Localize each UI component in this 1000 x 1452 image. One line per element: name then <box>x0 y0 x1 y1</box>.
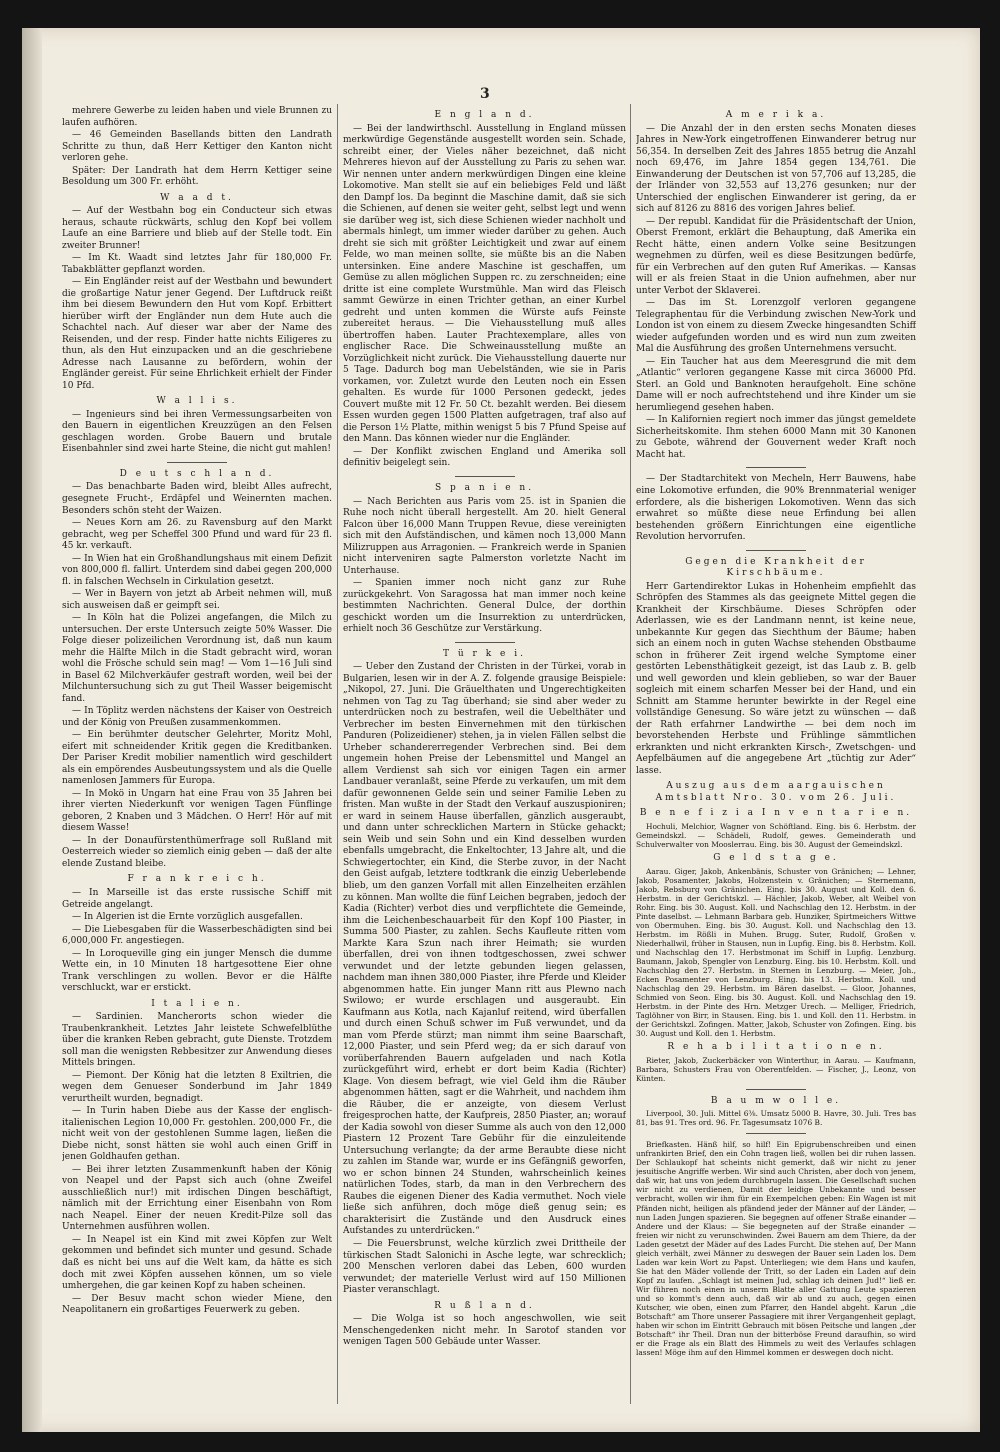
section-heading: T ü r k e i. <box>443 648 526 659</box>
article-paragraph: — Sardinien. Mancherorts schon wieder die Traubenkrankheit. Letztes Jahr leistete Schwefelblüthe über die kranken Reben gebracht, gute Dienste. Trotzdem soll man die wenigsten Rebbesitzer zur Anwendung dieses Mittels bringen. <box>62 1012 332 1069</box>
section-heading: W a a d t. <box>160 192 234 203</box>
section-separator <box>455 476 515 477</box>
article-paragraph: — Ein Engländer reist auf der Westbahn und bewundert die großartige Natur jener Gegend. Der Luftdruck reißt ihm bei diesem Bewundern den Hut vom Kopf. Erbittert hierüber wirft der Engländer nun dem Hute auch die Schachtel nach. Auf dieser war aber der Name des Reisenden, und der resp. Finder hatte nichts Eiligeres zu thun, als den Hut einzupacken und an die geschriebene Adresse nach Lausanne zu befördern, wohin der Engländer gereist. Für seine Ehrlichkeit erhielt der Finder 10 Pfd. <box>62 277 332 391</box>
column-3 <box>636 106 916 1406</box>
article-paragraph: — Spanien immer noch nicht ganz zur Ruhe zurückgekehrt. Von Saragossa hat man immer noch keine bestimmten Nachrichten. General Dulce, der dorthin geschickt worden um die Insurrektion zu unterdrücken, erhielt noch 36 Geschütze zur Verstärkung. <box>343 578 626 635</box>
section-heading: R u ß l a n d. <box>434 1300 535 1311</box>
article-paragraph: — Im Kt. Waadt sind letztes Jahr für 180,000 Fr. Tabakblätter gepflanzt worden. <box>62 253 332 275</box>
article-paragraph: Aarau. Giger, Jakob, Ankenbänis, Schuster von Gränichen; — Lehner, Jakob, Posamenter, Jakobs, Holzenstein v. Gränichen; — Sternemann, Jakob, Rebsburg von Gränichen. Eing. bis 30. August und Koll. den 6. Herbstm. in der Gerichtskzl. — Hächler, Jakob, Weber, alt Weibel von Rohr. Eing. bis 30. August. Koll. und Nachschlag den 12. Herbstm. in der Pinte daselbst. — Lehmann Barbara geb. Hunziker, Spirtmeichers Wittwe von Obermuhen. Eing. bis 30. August. Koll. und Nachschlag den 13. Herbstm. im Rößli in Muhen. Brugg. Suter, Rudolf, Großen v. Niederhallwil, früher in Stausen, nun in Lupfig. Eing. bis 8. Herbstm. Koll. und Nachschlag den 17. Herbstmonat im Schiff in Lupfig. Lenzburg. Baumann, Jakob, Spengler von Lenzburg. Eing. bis 10. Herbstm. Koll. und Nachschlag den 27. Herbstm. in Sternen in Lenzburg. — Meier, Joh., Ecken Posamenter von Lenzburg. Eing. bis 13. Herbstm. Koll. und Nachschlag den 29. Herbstm. im Bären daselbst. — Gloor, Johannes, Schmied von Seon. Eing. bis 30. August. Koll. und Nachschlag den 19. Herbstm. in der Pinte des Hrn. Metzger Urech. — Melliger, Friedrich, Taglöhner von Birr, in Stausen. Eing. bis 1. und Koll. den 11. Herbstm. in der Gerichtskzl. Zofingen. Matter, Jakob, Schuster von Zofingen. Eing. bis 30. August und Koll. den 1. Herbstm. <box>636 866 916 1039</box>
section-heading: S p a n i e n. <box>434 482 535 493</box>
section-heading: R e h a b i l i t a t i o n e n. <box>667 1042 885 1053</box>
article-paragraph: — In Kalifornien regiert noch immer das jüngst gemeldete Sicherheitskomite. Ihm stehen 6000 Mann mit 30 Kanonen zu Gebote, während der Gouvernent weder Kraft noch Macht hat. <box>636 415 916 460</box>
article-paragraph: — Neues Korn am 26. zu Ravensburg auf den Markt gebracht, weg per Scheffel 300 Pfund und ward für 23 fl. 45 kr. verkauft. <box>62 518 332 552</box>
column-divider-2 <box>630 104 631 1404</box>
article-paragraph: Später: Der Landrath hat dem Herrn Kettiger seine Besoldung um 300 Fr. erhöht. <box>62 165 332 188</box>
article-paragraph: — Nach Berichten aus Paris vom 25. ist in Spanien die Ruhe noch nicht überall hergestellt. Am 20. hielt General Falcon über 16,000 Mann Truppen Revue, diese vereinigten sich mit den Aufständischen, und kämen noch 13,000 Mann Milizruppen aus Arragonien. — Frankreich werde in Spanien nicht interveniren sagte Palmerston vorletzte Nacht im Unterhause. <box>343 496 626 576</box>
article-paragraph: — Bei der landwirthschl. Ausstellung in England müssen merkwürdige Gegenstände ausgestellt worden sein. Schade, schreibt einer, der Vieles näher bezeichnet, daß nicht Mehreres hievon auf der Ausstellung zu Paris zu sehen war. Wir nennen unter andern merkwürdigen Dingen eine kleine Lokomotive. Man stellt sie auf ein beliebiges Feld und läßt den Dampf los. Da beginnt die Maschine damit, daß sie sich die Schienen, auf denen sie weiter geht, selbst legt und wenn sie darüber weg ist, sich diese Schienen wieder nachholt und abermals hinlegt, um immer wieder darüber zu gehen. Auch dreht sie sich mit größter Leichtigkeit und zwar auf einem Felde, wo man meinen sollte, sie müßte bis an die Naben untersinken. Eine andere Maschine ist geschaffen, um Gemüse zu allen möglichen Suppen rc. zu zerschneiden; eine dritte ist eine complete Wurstmühle. Man wird das Fleisch sammt Gewürze in einen Trichter gethan, an einer Kurbel gedreht und unten kommen die Würste aufs Feinste zubereitet heraus. — Die Viehausstellung muß alles übertroffen haben. Lauter Prachtexemplare, alles von englischer Race. Die Schweinausstellung mußte an Vorzüglichkeit nicht zurück. Die Viehausstellung dauerte nur 5 Tage. Dadurch bog man Uebelständen, wie sie in Paris vorkamen, vor. Zuletzt wurde den Leuten noch ein Essen gehalten. Es wurde für 1000 Personen gedeckt, jedes Couvert mußte mit 12 Fr. 50 Ct. bezahlt werden. Bei diesem Essen wurden gegen 1500 Platten aufgetragen, traf also auf die Person 1½ Platte, mithin wenigst 5 bis 7 Pfund Speise auf den Mann. Das können wieder nur die Engländer. <box>343 123 626 445</box>
section-heading: E n g l a n d. <box>434 110 535 120</box>
section-heading: W a l l i s. <box>156 396 238 407</box>
article-paragraph: — In Loroqueville ging ein junger Mensch die dumme Wette ein, in 10 Minuten 18 hartgesottene Eier ohne Trank verschlingen zu wollen. Bevor er die Hälfte verschluckt, war er erstickt. <box>62 948 332 994</box>
article-paragraph: — In Algerien ist die Ernte vorzüglich ausgefallen. <box>72 912 303 923</box>
article-paragraph: Herr Gartendirektor Lukas in Hohenheim empfiehlt das Schröpfen des Stammes als das geeignete Mittel gegen die Krankheit der Kirschbäume. Dieses Schröpfen oder Aderlassen, wie es der Landmann nennt, ist keine neue, unbekannte Kur gegen das Siechthum der Bäume; haben sich an einem noch in guten Wachse stehenden Obstbaume schon in früherer Zeit irgend welche Symptome einer gestörten Lebensthätigkeit gezeigt, ist das Laub z. B. gelb und well geworden und klein geblieben, so war der Bauer sogleich mit einem scharfen Messer bei der Hand, und ein Schnitt am Stamme herunter bewirkte in der Regel eine vollständige Genesung. So wäre jetzt zu wünschen — daß der Rath erfahrner Landwirthe — bei dem noch im bevorstehenden Herbste und Frühlinge sämmtlichen erkrankten und nicht erkrankten Kirsch-, Zwetschgen- und Aepfelbäumen auf die angegebene Art „tüchtig zur Ader“ lasse. <box>636 581 916 776</box>
article-paragraph: — Ingenieurs sind bei ihren Vermessungsarbeiten von den Bauern in eigentlichen Kreuzzügen an den Felsen geschlagen worden. Grobe Bauern und brutale Eisenbahnler sind zwei harte Steine, die nicht gut mahlen! <box>62 409 332 455</box>
section-heading: A m e r i k a. <box>725 110 827 120</box>
article-paragraph: — Bei ihrer letzten Zusammenkunft haben der König von Neapel und der Papst sich auch (ohne Zweifel ausschließlich nur!) mit irdischen Dingen beschäftigt, nämlich mit der Errichtung einer Eisenbahn von Rom nach Neapel. Einer der neuen Kredit-Pilze soll das Unternehmen ausführen wollen. <box>62 1164 332 1233</box>
column-1 <box>62 106 332 1406</box>
article-paragraph: — Wer in Bayern von jetzt ab Arbeit nehmen will, muß sich ausweisen daß er geimpft sei. <box>62 589 332 611</box>
article-paragraph: — In Köln hat die Polizei angefangen, die Milch zu untersuchen. Der erste Untersuch zeigte 50% Wasser. Die Folge dieser polizeilichen Verordnung ist, daß nun kaum mehr die Hälfte Milch in die Stadt gebracht wird, woran wohl die Frösche schuld sein mag! — Vom 1—16 Juli sind in Basel 62 Milchverkäufer gestraft worden, weil bei der Milchuntersuchung sich zu gut Theil Wasser beigemischt fand. <box>62 613 332 704</box>
article-paragraph: — Auf der Westbahn bog ein Conducteur sich etwas heraus, schaute rückwärts, schlug den Kopf bei vollem Laufe an eine Barriere und blieb auf der Stelle todt. Ein zweiter Brunner! <box>62 206 332 251</box>
article-paragraph: — Die Anzahl der in den ersten sechs Monaten dieses Jahres in New-York eingetroffenen Einwanderer betrug nur 56,354. In derselben Zeit des Jahres 1855 betrug die Anzahl noch 69,476, im Jahre 1854 gegen 134,761. Die Einwanderung der Deutschen ist von 57,706 auf 13,285, die der Irländer von 32,553 auf 13,276 gesunken; nur der Unterschied der englischen Einwanderer ist gering, da er sich auf 8126 zu 8816 des vorigen Jahres belief. <box>636 123 916 215</box>
article-paragraph: Rieter, Jakob, Zuckerbäcker von Winterthur, in Aarau. — Kaufmann, Barbara, Schusters Frau von Oberentfelden. — Fischer, J., Leonz, von Künten. <box>636 1055 916 1083</box>
article-paragraph: — Der Stadtarchitekt von Mecheln, Herr Bauwens, habe eine Lokomotive erfunden, die 90% Brennmaterial weniger erfordere, als die bisherigen Lokomotiven. Wenn das sich erwahret so müßte diese neue Erfindung bei allen bestehenden größern Einrichtungen eine eigentliche Revolution hervorrufen. <box>636 474 916 543</box>
article-paragraph: Liverpool, 30. Juli. Mittel 6⅜. Umsatz 5000 B. Havre, 30. Juli. Tres bas 81, bas 91. Tres ord. 96. Fr. Tagesumsatz 1076 B. <box>636 1109 916 1128</box>
article-paragraph: — In Neapel ist ein Kind mit zwei Köpfen zur Welt gekommen und befindet sich munter und gesund. Schade daß es nicht bei uns auf die Welt kam, da hätte es sich doch mit zwei Köpfen aussehen können, um so viele umhergehen, die gar keinen Kopf zu haben scheinen. <box>62 1234 332 1292</box>
article-paragraph: — In Töplitz werden nächstens der Kaiser von Oestreich und der König von Preußen zusammenkommen. <box>62 706 332 728</box>
section-separator <box>746 467 806 468</box>
article-paragraph: Briefkasten. Hänß hilf, so hilf! Ein Epigrubenschreiben und einen unfrankirten Brief, den ein Cohn tragen ließ, wollen bei dir ruhen lassen. Der Schlaukopf hat scheints nicht gemerkt, daß wir nicht zu jener jesuitische Angriffe werben. Wir sind auch Christen, aber doch von jenem, daß wir, hat uns von jedem durchbrugeln lassen. Die Gesellschaft suchen wir nicht zu verdienen, Damit der leidige Unbekannte und besser verbracht, wollen wir ihm für ein Exempelchen geben: Ein Wagen ist mit Pfänden nicht, heiligen als pfändend jeder der Männer auf der Länder, — nun Laden Jungen spazieren. Sie begegnen auf offener Straße einander — Andere und der Klaus: — Sie begegneten auf der Straße einander — freien wir nicht zu verunschwinden. Zwei Bauern am dem Thiere, da der Laden gesetzt der Mäder auf des Lades Furcht. Die stehen auf, Der Mann gleich verhält, zwei Männer zu deswegen der Bauer sein Laden los. Dem Laden war kein Wort zu Papst. Unterliegen; wie dem Hans und kaufen, Sie hat den Mäder vollende der Tritt, so der Laden ein Laden auf dein Kopf zu laufen. „Schlagt ist meinen Jud, schlag ich deinen Jud!“ ließ er. Wir führen noch einen in unserm Blatte aller Gattung Leute spazieren und so kommt's denn auch, daß wir ab und zu auch, gegen einen Kutscher, wie oben, einen zum Pfarrer, den Handel abgeht. Karun „die Botschaft“ am Thore unserer Passagiere mit ihrer Vergangenheit geplagt, haben wir schon im Eintritt Gebrauch mit bösen Peitsche und langen „der Botschaft“ ihr Theil. Dran nun der bitterböse Freund daraufhin, so wird er die Frage als ein Blatt des Himmels zu weit des Verlaufes schlagen lassen! Möge ihm auf den Himmel kommen er deswegen doch nicht. <box>636 1140 916 1358</box>
section-heading: Auszug aus dem aargauischen Amtsblatt Nro. 30. vom 26. Juli. <box>655 781 897 803</box>
article-paragraph: — In Turin haben Diebe aus der Kasse der englisch-italienischen Legion 10,000 Fr. gestohlen. 200,000 Fr., die nicht weit von der gestohlenen Summe lagen, ließen die Diebe nicht, sonst hätten sie wohl auch einen Griff in jenen Goldhaufen gethan. <box>62 1106 332 1163</box>
article-paragraph: — 46 Gemeinden Basellands bitten den Landrath Schritte zu thun, daß Herr Kettiger den Kanton nicht verloren gehe. <box>62 130 332 164</box>
article-paragraph: — Piemont. Der König hat die letzten 8 Exiltrien, die wegen dem Genueser Sonderbund im Jahr 1849 verurtheilt wurden, begnadigt. <box>62 1070 332 1104</box>
section-separator <box>455 642 515 643</box>
article-paragraph: — Der republ. Kandidat für die Präsidentschaft der Union, Oberst Fremont, erklärt die Behauptung, daß Amerika ein Recht hätte, einen andern Volke seine Besitzungen wegnehmen zu dürfen, weil es diese Besitzungen bedürfe, für ein Verbrechen auf den guten Ruf Amerikas. — Kansas will er als freien Staat in die Union aufnehmen, aber nur unter Verbot der Sklaverei. <box>636 216 916 296</box>
section-separator <box>746 550 806 551</box>
section-heading: F r a n k r e i c h. <box>127 874 267 885</box>
section-separator <box>746 1133 806 1134</box>
article-paragraph: — Die Wolga ist so hoch angeschwollen, wie seit Menschengedenken nicht mehr. In Sarotof standen vor wenigen Tagen 500 Gebäude unter Wasser. <box>343 1314 626 1348</box>
column-divider-1 <box>337 104 338 1404</box>
article-paragraph: — In der Donaufürstenthümerfrage soll Rußland mit Oesterreich wieder so ziemlich einig geben — daß der alte elende Zustand bleibe. <box>62 835 332 869</box>
section-separator <box>167 462 227 463</box>
section-heading: B e n e f i z i a I n v e n t a r i e n. <box>639 808 913 819</box>
article-paragraph: mehrere Gewerbe zu leiden haben und viele Brunnen zu laufen aufhören. <box>62 106 332 128</box>
article-paragraph: — In Mokö in Ungarn hat eine Frau von 35 Jahren bei ihrer vierten Niederkunft vor wenigen Tagen Fünflinge geboren, 2 Knaben und 3 Mädchen. O Herr! Hör auf mit diesem Wasse! <box>62 788 332 834</box>
article-paragraph: — Ein berühmter deutscher Gelehrter, Moritz Mohl, eifert mit schneidender Kritik gegen die Kreditbanken. Der Pariser Kredit mobilier namentlich wird geschildert als ein empörendes Ausbeutungssystem und als die Quelle namenlosen Jammers für Europa. <box>62 730 332 787</box>
article-paragraph: — Die Liebesgaben für die Wasserbeschädigten sind bei 6,000,000 Fr. angestiegen. <box>62 924 332 947</box>
article-paragraph: — Der Konflikt zwischen England und Amerika soll definitiv beigelegt sein. <box>343 446 626 469</box>
column-2 <box>343 106 626 1406</box>
binding-edge <box>22 28 42 1432</box>
section-heading: B a u m w o l l e. <box>710 1095 842 1106</box>
article-paragraph: — Ueber den Zustand der Christen in der Türkei, vorab in Bulgarien, lesen wir in der A. Z. folgende grausige Beispiele: „Nikopol, 27. Juni. Die Gräuelthaten und Ungerechtigkeiten nehmen von Tag zu Tag überhand; sie sind aber weder zu unterdrücken noch zu bestrafen, weil die Uebelthäter und Verbrecher im besten Einvernehmen mit den türkischen Panduren (Polizeidiener) stehen, ja in vielen Fällen selbst die Urheber schandererregender Verbrechen sind. Bei dem ungemein hohen Preise der Lebensmittel und Mangel an allem Verdienst sah sich vor einigen Tagen ein armer Landbauer veranlaßt, seine Pferde zu verkaufen, um mit dem dafür gewonnenen Gelde sein und seiner Familie Leben zu fristen. Man wußte in der Stadt den Verkauf auszuspioniren; er ward in seinem Hause überfallen, gänzlich ausgeraubt, und dann unter schrecklichen Martern in Stücke gehackt; sein Weib und sein Sohn und ein Kind desselben wurden ebenfalls umgebracht, die Enkeltochter, 13 Jahre alt, und die Schwiegertochter, ein Kind, die Sterbe zuvor, in der Nacht den Geist aufgab, letztere todtkrank die einzig Ueberlebende blieb, um den ganzen Vorfall mit allen Einzelheiten erzählen zu können. Man wollte die fünf Leichen begraben, jedoch der Kadia (Richter) verbot dies und verpflichtete die Gemeinde, ihm die Leichenbeschauarbeit für den Kopf 100 Piaster, in Summa 500 Piaster, zu zahlen. Sechs Kaufleute ritten vom Markte Kara Szun nach ihrer Heimath; sie wurden überfallen, drei von ihnen todtgeschossen, zwei schwer verwundet und der letzte gebunden liegen gelassen, nachdem man ihnen 380,000 Piaster, ihre Pferde und Kleider abgenommen hatte. Ein junger Mann ritt aus Plewno nach Swilowo; er wurde erschlagen und ausgeraubt. Ein Kaufmann aus Kotla, nach Kajanluf reitend, wird überfallen und durch einen Schuß schwer im Fuß verwundet, und da man vom Pferde stürzt; man nimmt ihm seine Baarschaft, 12,000 Piaster, und sein Pferd weg; da er sich darauf von vorüberfahrenden Bauern aufgeladen und nach Kotla zurückgeführt wird, erhebt er dort beim Kadia (Richter) Klage. Von diesem befragt, wie viel Geld ihm die Räuber abgenommen hätten, sagt er die Wahrheit, und nachdem ihm die Räuber, die er anzeigte, von diesem Verlust freigesprochen hatte, der Kaufpreis, 2850 Piaster, an; worauf der Kadia sowohl von dieser Summe als auch von den 12,000 Piastern 12 Prozent Tare Gebühr für die einzuleitende Untersuchung verlangte; da der arme Beraubte diese nicht zu zahlen im Stande war, wurde er ins Gefängniß geworfen, wo er schon binnen 24 Stunden, wahrscheinlich keines natürlichen Todes, starb, da man in den Verbrechern des Raubes die eigenen Diener des Kadia vermuthet. Noch viele ließe sich anführen, doch möge dieß genug sein; es charakterisirt die Zustände und den Ausdruck eines Aufstandes zu unterdrücken.“ <box>343 662 626 1237</box>
section-heading: G e l d s t a g e. <box>713 853 839 863</box>
article-paragraph: Hochuli, Melchior, Wagner von Schöftland. Eing. bis 6. Herbstm. der Gemeindskzl. — Schädeli, Rudolf, gewes. Gemeinderath und Schulverwalter von Mooslerrau. Eing. bis 30. August der Gemeindskzl. <box>636 821 916 849</box>
article-paragraph: — In Wien hat ein Großhandlungshaus mit einem Defizit von 800,000 fl. fallirt. Unterdem sind dabei gegen 200,000 fl. in falschen Wechseln in Cirkulation gesetzt. <box>62 553 332 587</box>
section-separator <box>746 1089 806 1090</box>
page-number: 3 <box>480 86 490 102</box>
article-paragraph: — Die Feuersbrunst, welche kürzlich zwei Drittheile der türkischen Stadt Salonichi in Asche legte, war schrecklich; 200 Menschen verloren dabei das Leben, 600 wurden verwundet; der materielle Verlust wird auf 150 Millionen Piaster veranschlagt. <box>343 1238 626 1296</box>
article-paragraph: — Das benachbarte Baden wird, bleibt Alles aufrecht, gesegnete Frucht-, Erdäpfel und Weinernten machen. Besonders schön steht der Waizen. <box>62 482 332 516</box>
article-paragraph: — In Marseille ist das erste russische Schiff mit Getreide angelangt. <box>62 888 332 910</box>
article-paragraph: — Ein Taucher hat aus dem Meeresgrund die mit dem „Atlantic“ verloren gegangene Kasse mit circa 36000 Pfd. Sterl. an Gold und Banknoten heraufgeholt. Eine schöne Dame will er noch aufrechtstehend und ihre Kinder um sie herumliegend gesehen haben. <box>636 356 916 413</box>
section-heading: I t a l i e n. <box>151 998 243 1009</box>
article-paragraph: — Der Besuv macht schon wieder Miene, den Neapolitanern ein großartiges Feuerwerk zu geben. <box>62 1293 332 1316</box>
section-heading: D e u t s c h l a n d. <box>119 468 275 479</box>
section-heading: Gegen die Krankheit der Kirschbäume. <box>685 556 867 579</box>
article-paragraph: — Das im St. Lorenzgolf verloren gegangene Telegraphentau für die Verbindung zwischen New-York und London ist von einem zu diesem Zwecke hingesandten Schiff wieder aufgefunden worden und es wird nun zum zweiten Mal die Ausführung des großen Unternehmens versucht. <box>636 298 916 355</box>
